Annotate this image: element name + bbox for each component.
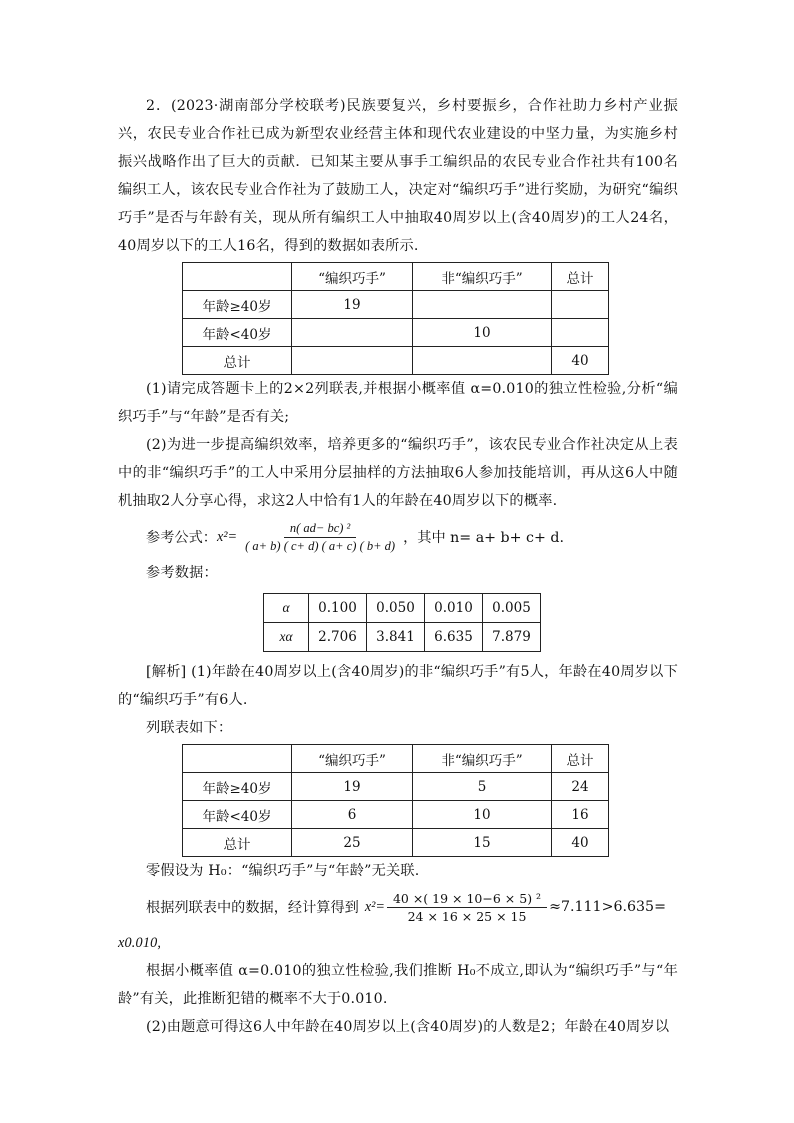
calc-denominator: 24 × 16 × 25 × 15 bbox=[407, 908, 527, 924]
problem-statement: 2．(2023·湖南部分学校联考)民族要复兴，乡村要振乡，合作社助力乡村产业振兴，农民专业合作社已成为新型农业经营主体和现代农业建设的中坚力量，为实施乡村振兴战略作出了巨大的贡献．已知某主要从事手工编织品的农民专业合作社共有100名编织工人，该农民专业合作社为了鼓励工人，决定对“编织巧手”进行奖励，为研究“编织巧手”是否与年龄有关，现从所有编织工人中抽取40周岁以上(含40周岁)的工人24名，40周岁以下的工人16名，得到的数据如表所示. bbox=[118, 98, 678, 254]
contingency-table-blank bbox=[182, 262, 609, 375]
table-cell: 年龄<40岁 bbox=[183, 801, 292, 829]
table-row bbox=[264, 594, 541, 623]
chi-square-calculation bbox=[146, 885, 678, 929]
table-cell: 年龄<40岁 bbox=[183, 319, 292, 347]
table-row bbox=[183, 801, 609, 829]
contingency-table-filled bbox=[182, 744, 609, 857]
table-cell: 0.010 bbox=[425, 594, 483, 623]
formula-fraction bbox=[239, 521, 401, 554]
table-cell bbox=[183, 745, 292, 773]
table-cell bbox=[413, 291, 552, 319]
table-cell: 0.050 bbox=[367, 594, 425, 623]
table-cell: 10 bbox=[413, 319, 552, 347]
null-hypothesis: 零假设为 H₀：“编织巧手”与“年龄”无关联. bbox=[146, 863, 420, 879]
table-cell bbox=[183, 263, 292, 291]
table-cell: 非“编织巧手” bbox=[413, 263, 552, 291]
reference-data-label: 参考数据： bbox=[146, 565, 218, 581]
table-cell: 年龄≥40岁 bbox=[183, 291, 292, 319]
table-cell: 总计 bbox=[552, 263, 609, 291]
calc-lhs: x²= bbox=[364, 898, 385, 915]
table-cell: 7.879 bbox=[483, 623, 541, 652]
calc-prefix: 根据列联表中的数据，经计算得到 bbox=[146, 900, 359, 916]
table-cell: “编织巧手” bbox=[292, 745, 413, 773]
table-cell: 0.100 bbox=[309, 594, 367, 623]
question-1: (1)请完成答题卡上的2×2列联表,并根据小概率值 α=0.010的独立性检验,分析“编织巧手”与“年龄”是否有关; bbox=[118, 381, 678, 425]
calc-numerator: 40 ×( 19 × 10−6 × 5) ² bbox=[387, 891, 547, 908]
table-cell: 年龄≥40岁 bbox=[183, 773, 292, 801]
critical-value-symbol: x0.010, bbox=[118, 935, 162, 951]
table-cell bbox=[413, 347, 552, 375]
table-row bbox=[183, 829, 609, 857]
table-intro: 列联表如下： bbox=[146, 720, 233, 736]
table-cell: 40 bbox=[552, 829, 609, 857]
table-cell: 6.635 bbox=[425, 623, 483, 652]
solution-part1: [解析] (1)年龄在40周岁以上(含40周岁)的非“编织巧手”有5人，年龄在40周岁以下的“编织巧手”有6人. bbox=[118, 664, 678, 708]
question-2: (2)为进一步提高编织效率，培养更多的“编织巧手”，该农民专业合作社决定从上表中的非“编织巧手”的工人中采用分层抽样的方法抽取6人参加技能培训，再从这6人中随机抽取2人分享心得，求这2人中恰有1人的年龄在40周岁以下的概率. bbox=[118, 437, 678, 509]
table-cell: 25 bbox=[292, 829, 413, 857]
table-cell: 0.005 bbox=[483, 594, 541, 623]
calc-result: ≈7.111>6.635= bbox=[549, 899, 666, 915]
critical-value-table bbox=[263, 593, 541, 652]
table-cell: 6 bbox=[292, 801, 413, 829]
table-cell: 10 bbox=[413, 801, 552, 829]
table-cell: xα bbox=[264, 623, 309, 652]
table-cell: 总计 bbox=[552, 745, 609, 773]
formula-lhs: x²= bbox=[216, 528, 238, 545]
table-cell: 3.841 bbox=[367, 623, 425, 652]
table-cell: 19 bbox=[292, 291, 413, 319]
table-cell: “编织巧手” bbox=[292, 263, 413, 291]
table-cell: 40 bbox=[552, 347, 609, 375]
table-cell: 16 bbox=[552, 801, 609, 829]
table-cell: 5 bbox=[413, 773, 552, 801]
table-cell bbox=[552, 319, 609, 347]
table-cell: α bbox=[264, 594, 309, 623]
table-cell: 总计 bbox=[183, 829, 292, 857]
solution-part2: (2)由题意可得这6人中年龄在40周岁以上(含40周岁)的人数是2；年龄在40周岁以 bbox=[146, 1019, 670, 1035]
table-row bbox=[183, 319, 609, 347]
table-row bbox=[183, 745, 609, 773]
formula-denominator: ( a+ b) ( c+ d) ( a+ c) ( b+ d) bbox=[245, 538, 396, 553]
document-page bbox=[118, 92, 678, 1041]
table-row bbox=[183, 263, 609, 291]
calc-fraction bbox=[387, 891, 547, 924]
conclusion: 根据小概率值 α=0.010的独立性检验,我们推断 H₀不成立,即认为“编织巧手”与“年龄”有关，此推断犯错的概率不大于0.010. bbox=[118, 963, 678, 1007]
table-row bbox=[183, 773, 609, 801]
table-cell: 非“编织巧手” bbox=[413, 745, 552, 773]
formula-prefix: 参考公式： bbox=[146, 530, 217, 546]
table-cell bbox=[292, 347, 413, 375]
table-row bbox=[183, 291, 609, 319]
table-cell bbox=[292, 319, 413, 347]
table-cell: 2.706 bbox=[309, 623, 367, 652]
table-cell: 总计 bbox=[183, 347, 292, 375]
table-cell bbox=[552, 291, 609, 319]
formula-suffix: ，其中 n= a+ b+ c+ d. bbox=[403, 530, 564, 546]
table-cell: 15 bbox=[413, 829, 552, 857]
table-row bbox=[264, 623, 541, 652]
table-cell: 24 bbox=[552, 773, 609, 801]
reference-formula bbox=[146, 515, 678, 559]
table-cell: 19 bbox=[292, 773, 413, 801]
calc-tail bbox=[118, 929, 678, 957]
formula-numerator: n( ad− bc) ² bbox=[284, 521, 356, 538]
table-row bbox=[183, 347, 609, 375]
